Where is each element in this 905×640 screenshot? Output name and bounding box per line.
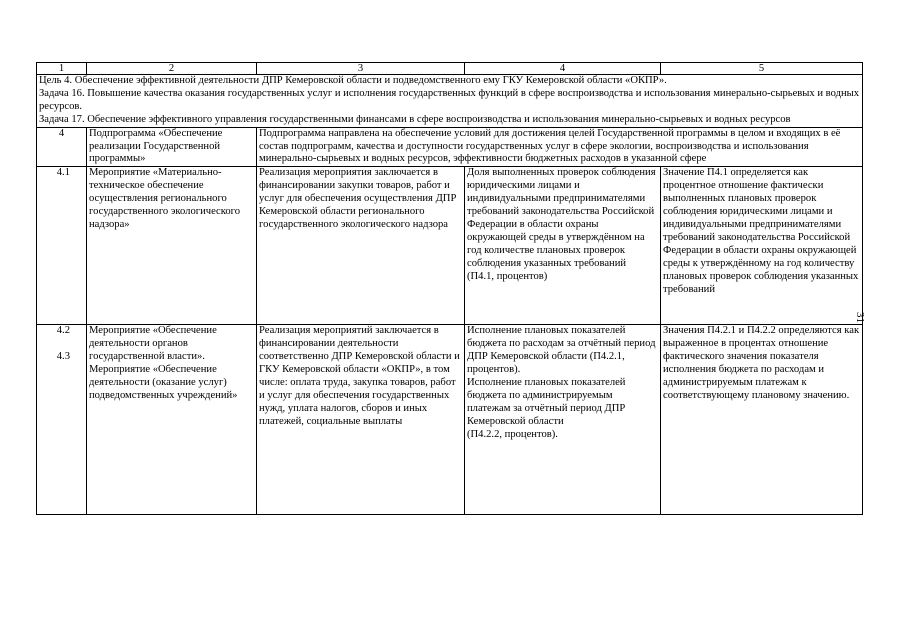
task-16-text: Задача 16. Повышение качества оказания государственных услуг и исполнения государственных функций в сфере воспроизводства и использования минерально-сырьевых и водных ресурсов. xyxy=(39,87,860,112)
indicator-code: (П4.1, процентов) xyxy=(467,270,548,282)
row-number: 4 xyxy=(37,127,87,167)
row-number: 4.1 xyxy=(37,167,87,325)
measure-name: Мероприятие «Обеспечение деятельности (оказание услуг) подведомственных учреждений» xyxy=(89,364,238,401)
column-number: 4 xyxy=(465,63,661,75)
measure-name: Мероприятие «Материально-техническое обеспечение осуществления регионального государственного экологического надзора» xyxy=(87,167,257,325)
measure-name: Подпрограмма «Обеспечение реализации Государственной программы» xyxy=(87,127,257,167)
table-row xyxy=(37,127,863,167)
indicator-cell xyxy=(465,325,661,515)
goal-row xyxy=(37,75,863,128)
row-number: 4.3 xyxy=(56,351,70,363)
measure-description: Подпрограмма направлена на обеспечение условий для достижения целей Государственной программы в целом и входящих в её состав подпрограмм, качества и доступности государственных услуг в сфере экологии, воспроизводства и использования минерально-сырьевых и водных ресурсов, эффективности бюджетных расходов в указанной сфере xyxy=(257,127,863,167)
goal-cell xyxy=(37,75,863,128)
indicator-text: Исполнение плановых показателей бюджета по расходам за отчётный период ДПР Кемеровской области (П4.2.1, процентов). xyxy=(467,325,656,376)
measure-description: Реализация мероприятия заключается в финансировании закупки товаров, работ и услуг для обеспечения осуществления ДПР Кемеровской области регионального государственного экологического надзора xyxy=(257,167,465,325)
row-number-cell xyxy=(37,325,87,515)
goal-text: Цель 4. Обеспечение эффективной деятельности ДПР Кемеровской области и подведомственного ему ГКУ Кемеровской области «ОКПР». xyxy=(39,75,667,86)
table-row xyxy=(37,325,863,515)
program-table xyxy=(36,62,863,515)
calculation-method: Значения П4.2.1 и П4.2.2 определяются как выраженное в процентах отношение фактического значения показателя исполнения бюджета по расходам и администрируемым платежам к соответствующему плановому значению. xyxy=(661,325,863,515)
column-number: 1 xyxy=(37,63,87,75)
task-17-text: Задача 17. Обеспечение эффективного управления государственными финансами в сфере воспроизводства и использования минерально-сырьевых и водных ресурсов xyxy=(39,113,791,125)
calculation-method: Значение П4.1 определяется как процентное отношение фактически выполненных плановых проверок соблюдения юридическими лицами и индивидуальными предпринимателями требований законодательства Российской Федерации в области охраны окружающей среды к утверждённому на год количеству плановых проверок соблюдения указанных требований xyxy=(661,167,863,325)
column-number-row xyxy=(37,63,863,75)
column-number: 2 xyxy=(87,63,257,75)
indicator-text: Доля выполненных проверок соблюдения юридическими лицами и индивидуальными предпринимателями требований законодательства Российской Федерации в области охраны окружающей среды в утверждённом на год количестве плановых проверок соблюдения указанных требований xyxy=(467,167,656,269)
measure-name: Мероприятие «Обеспечение деятельности органов государственной власти». xyxy=(89,325,217,363)
indicator-cell xyxy=(465,167,661,325)
row-number: 4.2 xyxy=(56,325,70,337)
measure-description: Реализация мероприятий заключается в финансировании деятельности соответственно ДПР Кемеровской области и ГКУ Кемеровской области «ОКПР», в том числе: оплата труда, закупка товаров, работ и услуг для обеспечения государственных нужд, уплата налогов, сборов и иных платежей, социальные выплаты xyxy=(257,325,465,515)
measure-name-cell xyxy=(87,325,257,515)
indicator-text: Исполнение плановых показателей бюджета по администрируемым платежам за отчётный период ДПР Кемеровской области xyxy=(467,376,626,427)
indicator-code: (П4.2.2, процентов). xyxy=(467,428,558,440)
page-number: 31 xyxy=(854,312,866,323)
column-number: 3 xyxy=(257,63,465,75)
column-number: 5 xyxy=(661,63,863,75)
table-row xyxy=(37,167,863,325)
